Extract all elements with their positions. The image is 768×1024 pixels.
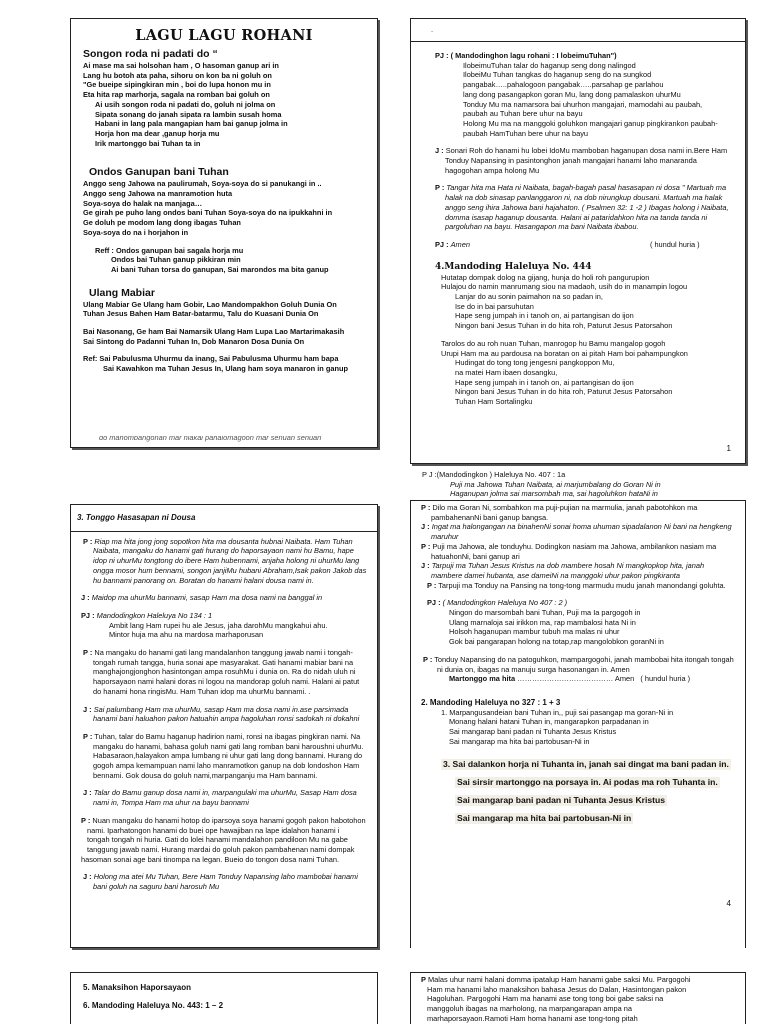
lyric-line: Tuhan Jesus Bahen Ham Batar-batarmu, Talu do Kuasani Dunia On xyxy=(83,309,319,319)
lyric-line: Tuhan Ham Sortalingku xyxy=(455,397,533,407)
lyric-line: Hutatap dompak dolog na gijang, hunja do holi roh pangurupion xyxy=(441,272,650,282)
lyric-line: pangabak…..pahalogoon pangabak…..parsahap ge parlahou xyxy=(463,80,664,90)
prayer-line: tanggung jawab nami. Hurang mardai do goluh pakon pambahenan nami dompak xyxy=(87,844,355,854)
lyric-line: lang dong pasangapkon goran Mu, lang dong pamalaskon uhurMu xyxy=(463,89,681,99)
reading-text: Tarpuji ma Tonduy na Pansing na tong-tong marmudu mudu janah manondangi goluhta. xyxy=(438,580,726,590)
lyric-line: Ningon do marsombah bani Tuhan, Puji ma Ia pargogoh in xyxy=(449,608,641,618)
song-heading: 4.Mandoding Haleluya No. 444 xyxy=(435,261,592,272)
blank-dots: ………………………………… xyxy=(517,674,614,684)
page-5 xyxy=(70,972,378,1024)
lyric-line: Soya-soya do halak na manjaga… xyxy=(83,198,203,208)
song-heading: Ulang Mabiar xyxy=(89,286,155,299)
lyric-line: Hape seng jumpah in i tanoh on, ai partangisan do ijon xyxy=(455,311,634,321)
lyric-line: Sai Sintong do Padanni Tuhan In, Dob Manaron Dosa Dunia On xyxy=(83,336,305,346)
role-label: PJ : xyxy=(81,610,95,620)
role-label: J : xyxy=(81,593,90,603)
lyric-line: Ambit lang Ham rupei hu ale Jesus, jaha darohMu mangkahui ahu. xyxy=(109,620,328,630)
lyric-line: IlobeiMu Tuhan tangkas do haganup seng do na sungkod xyxy=(463,70,652,80)
lyric-line: Sai mangarap bani padan ni Tuhanta Jesus Kristus xyxy=(457,795,666,806)
lyric-line: Sai sirsir martonggo na porsaya in. Ai podas ma roh Tuhanta in. xyxy=(457,777,718,788)
lyric-line: Anggo seng Jahowa na paulirumah, Soya-soya do si panukangi in .. xyxy=(83,179,322,189)
page-lagu-rohani xyxy=(70,18,378,448)
stage-note: ( hundul huria ) xyxy=(649,239,700,249)
reading-text: Dilo ma Goran Ni, sombahkon ma puji-pujian na marmulia, janah pabotohkon ma pambahenanNi bani ganup bangsa. xyxy=(431,503,698,522)
role-label: PJ : xyxy=(435,239,449,249)
prayer-text: Na mangaku do hanami gati lang mandalanhon tanggung jawab nami i tongah-tongah rumah tangga, huria sonai ape masyarakat. Gati hanami mabiar bani na manghajongjonghon hasintongan ampa rosuhMu i dunia on. Ra do nidah uluh ni haporsayaon nami halani doras ni logou na mandorap goluh nami. Halani ai patut do hanami hona ringisMu. Ham Tuhan idop ma uhurMu bannami. . xyxy=(93,648,360,696)
prayer-line: Malas uhur nami halani domma ipatalup Ham hanami gabe saksi Mu. Pargogohi xyxy=(428,975,691,984)
lyric-line: 3. Sai dalankon horja ni Tuhanta in, janah sai dingat ma bani padan in. xyxy=(443,759,729,770)
response-text: Ingat ma halongangan na binahenNi sonai homa uhuman sipadalanon Ni bani na hengkeng maruhur xyxy=(431,522,732,542)
page-number: 1 xyxy=(726,444,731,453)
lyric-line: 1. Marpangusandeian bani Tuhan in,, puji sai pasangap ma goran-Ni in xyxy=(441,707,674,717)
lyric-line: Holsoh haganupan mambur tubuh ma malas ni uhur xyxy=(449,627,620,637)
reading-text: Tangar hita ma Hata ni Naibata, bagah-bagah pasal hasasapan ni dosa " Martuah ma halak na dob sinasap panlanggaron ni, na dob nirungkup dousani. Martuah ma halak anggo seng ihira Jahowa bani hajahaton. ( Psalmen 32: 1 -2 ) Ibagas holong i Naibata, domma isasap haganup dousanta. Halani ai pataridahkon hita na tanda tanda ni pargoluhan na bayu. Hasangapon ma bani Naibata ibabou. xyxy=(445,183,729,232)
page-title: LAGU LAGU ROHANI xyxy=(135,27,313,44)
lyric-line: Lanjar do au sonin paimahon na so padan in, xyxy=(455,292,603,302)
prayer-line: Nuan mangaku do hanami hotop do iparsoya soya hanami gogoh pakon habotohon xyxy=(92,815,366,825)
lyric-line: Habani in lang pala mangapian ham bai ganup jolma in xyxy=(95,119,288,129)
prayer-text: Riap ma hita jong jong sopotkon hita ma dousanta hubnai Naibata. Ham Tuhan Naibata, mangaku do hanami gati hurang do haporsayaon nami hu Bamu, hape idop ni uhurMu tongtong do ibere Ham hubennami, anjaha holong ni uhurMu lang ongga mosor hum bennami, songon janjiMu hubani Abraham,Isak pakon Jakob das hu bannami panorang on. Boratan do hanami halani dousa nami in. xyxy=(93,536,367,585)
role-label: P : xyxy=(81,815,91,825)
lyric-line: paubah au Tuhan bere uhur na bayu xyxy=(463,109,583,119)
lyric-line: Lang hu botoh ata paha, sihoru on kon ba ni goluh on xyxy=(83,70,272,80)
lyric-line: Puji ma Jahowa Tuhan Naibata, ai marjumbalang do Goran Ni in xyxy=(450,479,661,489)
lyric-line: Ai mase ma sai holsohan ham , O hasoman ganup ari in xyxy=(83,61,279,70)
role-label: J : xyxy=(421,522,430,532)
section-heading: 5. Manaksihon Haporsayaon xyxy=(83,983,192,992)
role-label: P : xyxy=(421,503,431,512)
lyric-line: paubah HamTuhan bere uhur na bayu xyxy=(463,128,589,138)
page-6 xyxy=(410,972,746,1024)
lyric-line: Ningon bani Jesus Tuhan in do hita roh, Paturut Jesus Patorsahon xyxy=(455,321,673,331)
lyric-line: Ulang Mabiar Ge Ulang ham Gobir, Lao Mandompakhon Goluh Dunia On xyxy=(83,299,337,309)
lyric-line: Sai mangarap ma hita bai partobusan-Ni in xyxy=(457,813,632,824)
section-heading: 6. Mandoding Haleluya No. 443: 1 – 2 xyxy=(83,1000,224,1010)
song-heading: 2. Mandoding Haleluya no 327 : 1 + 3 xyxy=(421,697,561,707)
role-label: P : xyxy=(83,648,93,658)
prayer-text: Tuhan, talar do Bamu haganup hadirion nami, ronsi na ibagas pingkiran nami. Na mangaku do hanami, bahasa goluh nami gati lang romban bani haroushni uhurMu. Habasaraon,halayakon ampa lumbang ni uhur gati lang dong bannami. Hurang do gogoh ampa kemampuan nami laho manramotkon ganup na dob londoshon Ham bennami. Gok dousa do goluh nami,marpanganju ma Ham bannami. xyxy=(93,731,364,780)
lyric-line: Eta hita rap marhorja, sagala na romban bai goluh on xyxy=(83,90,270,100)
reading-text: Tonduy Napansing do na patoguhkon, mampargogohi, janah mambobai hita itongah tongah ni dunia on, ibagas na manuju surga hasonangan in. Amen xyxy=(434,654,734,674)
page-4-liturgy xyxy=(410,470,746,948)
lyric-line: Urupi Ham ma au pardousa na boratan on ai pitah Ham boi pahampungkon xyxy=(441,348,688,358)
response-text: Sonari Roh do hanami hu lobei IdoMu mamboban haganupan dosa nami in.Bere Ham Tonduy Napansing in pasintonghon janah mangajari hanami laho manaranda hagogohan ampa holong Mu xyxy=(445,146,728,175)
lyric-line: Ningon bani Jesus Tuhan in do hita roh, Paturut Jesus Patorsahon xyxy=(455,387,673,397)
lyric-line: Monang halani hatani Tuhan in, mangarapkon parpadanan in xyxy=(449,717,649,727)
lyric-line: Hape seng jumpah in i tanoh on, ai partangisan do ijon xyxy=(455,377,634,387)
prayer-line: manggoluh ibagas na marholong, na marpangarapan ampa na xyxy=(427,1004,633,1014)
lyric-line: Ulang marnaloja sai irikkon ma, rap mambalosi hata Ni in xyxy=(449,617,636,627)
page-1-liturgy xyxy=(410,18,746,464)
lyric-line: IlobeimuTuhan talar do haganup seng dong nalingod xyxy=(463,60,636,70)
lyric-line: Tarolos do au roh nuan Tuhan, manrogop hu Bamu mangalop gogoh xyxy=(441,338,666,348)
page-tonggo-hasasapan xyxy=(70,504,378,948)
lyric-line: Hudingat do tong tong jengesni pangkoppon Mu, xyxy=(455,358,615,368)
prayer-line: Hagoluhan. Pargogohi Ham ma hanami ase tong tong boi gabe saksi na xyxy=(427,994,664,1004)
role-label: PJ : xyxy=(427,598,441,608)
role-label: P : xyxy=(423,654,433,664)
song-ref: Mandodingkon Haleluya No 134 : 1 xyxy=(96,610,213,620)
lyric-line: Irik martonggo bai Tuhan ta in xyxy=(95,138,201,148)
cut-off-line: do mahombangonan mar niakai pahalomagoon mar senuan senuari xyxy=(99,436,322,442)
song-heading: Songon roda ni padati do “ xyxy=(83,48,218,60)
prayer-line: nami. Iparhatongon hanami do buei ope hawajiban na lape idalahon hanami i xyxy=(87,825,340,835)
page-4-frame xyxy=(410,500,746,948)
lyric-line: Tonduy Mu ma namarsora bai uhurhon mangajari, mamodahi au paubah, xyxy=(463,99,703,109)
song-ref: ( Mandodingkon Haleluya No 407 : 2 ) xyxy=(442,598,568,608)
role-label: J : xyxy=(421,561,430,571)
lyric-line: Haganupan jolma sai marsombah ma, sai hagoluhkon hataNi in xyxy=(450,489,658,499)
closing-prayer: Martonggo ma hita xyxy=(449,674,516,684)
lyric-line: Ai usih songon roda ni padati do, goluh ni jolma on xyxy=(95,99,276,109)
role-label: J : xyxy=(435,146,444,156)
role-label: J : xyxy=(83,872,92,882)
ref-line: Ref: Sai Pabulusma Uhurmu da inang, Sai Pabulusma Uhurmu ham bapa xyxy=(83,354,339,364)
reff-line: Reff : Ondos ganupan bai sagala horja mu xyxy=(95,245,244,255)
section-heading: 3. Tonggo Hasasapan ni Dousa xyxy=(77,513,196,522)
lyric-line: Ge doluh pe modom lang dong ibagas Tuhan xyxy=(83,218,241,228)
amen-text: Amen xyxy=(450,239,470,249)
lyric-line: Holong Mu ma na manggoki goluhkon mangajari ganup pingkirankon paubah- xyxy=(463,118,718,128)
response-text: Tarpuji ma Tuhan Jesus Kristus na dob mambere hosah Ni mangkopkop hita, janah mambere damei hubanta, ase dameiNi na manggoki uhur pakon pingkiranta xyxy=(431,561,705,580)
role-label: J : xyxy=(83,788,92,798)
role-label: PJ : xyxy=(435,51,449,60)
role-label: P : xyxy=(435,183,445,193)
song-ref: P J :(Mandodingkon ) Haleluya No. 407 : 1a xyxy=(422,470,566,479)
lyric-line: Soya-soya do na i horjahon in xyxy=(83,227,189,237)
lyric-line: "Ge bueipe sipingkiran min , boi do lupa honon mu in xyxy=(83,80,271,90)
lyric-line: Ise do in bai parsuhutan xyxy=(455,301,534,311)
intro-text: ( Mandodinghon lagu rohani : I lobeimuTuhan") xyxy=(450,51,617,60)
role-label: P : xyxy=(427,580,437,590)
reff-line: Ai bani Tuhan torsa do ganupan, Sai marondos ma bita ganup xyxy=(111,264,329,274)
prayer-line: Ham ma hanami laho manaksihon bahasa Jesus do Dalan, Hasintongan pakon xyxy=(427,984,687,994)
lyric-line: Ge girah pe puho lang ondos bani Tuhan Soya-soya do na ipukkahni in xyxy=(83,208,333,218)
lyric-line: Sai mangarap ma hita bai partobusan-Ni in xyxy=(449,736,590,746)
lyric-line: Horja hon ma dear ,ganup horja mu xyxy=(95,128,220,138)
lyric-line: Gok bai pangarapan holong na totap,rap mangolobkon goranNi in xyxy=(449,637,664,647)
reff-line: Ondos bai Tuhan ganup pikkiran min xyxy=(111,255,241,265)
corner-mark: . xyxy=(431,25,434,34)
lyric-line: Mintor huja ma ahu na mardosa marhaporusan xyxy=(109,630,264,640)
lyric-line: na matei Ham ibaen dosangku, xyxy=(455,367,558,377)
response-text: Holong ma atei Mu Tuhan, Bere Ham Tonduy Napansing laho mambobai hanami bani goluh na saguru bani harosuh Mu xyxy=(93,872,358,892)
stage-note: ( hundul huria ) xyxy=(640,674,691,684)
ref-line: Sai Kawahkon ma Tuhan Jesus In, Ulang ham soya manaron in ganup xyxy=(103,364,349,374)
role-label: P : xyxy=(421,541,431,551)
role-label: P xyxy=(421,975,426,984)
amen-text: Amen xyxy=(614,674,635,684)
response-text: Maidop ma uhurMu bannami, sasap Ham ma dosa nami na banggal in xyxy=(91,593,323,603)
prayer-line: marhaporsayaon.Ramoti Ham homa hanami ase tong-tong pitah xyxy=(427,1013,638,1023)
role-label: J : xyxy=(83,704,92,714)
prayer-line: hasoman sonai age bani tinompa na legan. Bueio do tongon dosa nami Tuhan. xyxy=(81,854,340,864)
lyric-line: Hulajou do namin manrumang siou na madaoh, usih do in manampin logou xyxy=(441,282,688,292)
role-label: P : xyxy=(83,536,93,546)
reading-text: Puji ma Jahowa, ale tonduyhu. Dodingkon nasiam ma Jahowa, ambilankon nasiam ma hatuahonNi, bani ganup ari xyxy=(431,541,717,561)
lyric-line: Sai mangarap bani padan ni Tuhanta Jesus Kristus xyxy=(449,727,617,737)
lyric-line: Anggo seng Jahowa na manramotion huta xyxy=(83,189,233,199)
response-text: Sai palumbang Ham ma uhurMu, sasap Ham ma dosa nami in.ase parsimada hanami bani haluahon pakon hatuahin ampa hagoluhan ronsi sadokah ni dokahni xyxy=(93,704,360,724)
role-label: P : xyxy=(83,731,93,741)
response-text: Talar do Bamu ganup dosa nami in, marpangulaki ma uhurMu, Sasap Ham dosa nami in, Tompa Ham ma uhur na bayu bannami xyxy=(93,788,357,808)
page-number: 4 xyxy=(726,899,731,908)
prayer-line: tongah tongah ni huria. Gati do lolei hanami mandalahon pandiloon Mu na gabe xyxy=(87,835,348,845)
lyric-line: Bai Nasonang, Ge ham Bai Namarsik Ulang Ham Lupa Lao Martarimakasih xyxy=(83,327,345,337)
song-heading: Ondos Ganupan bani Tuhan xyxy=(89,166,229,179)
lyric-line: Sipata sonang do janah sipata ra lambin susah homa xyxy=(95,109,282,119)
